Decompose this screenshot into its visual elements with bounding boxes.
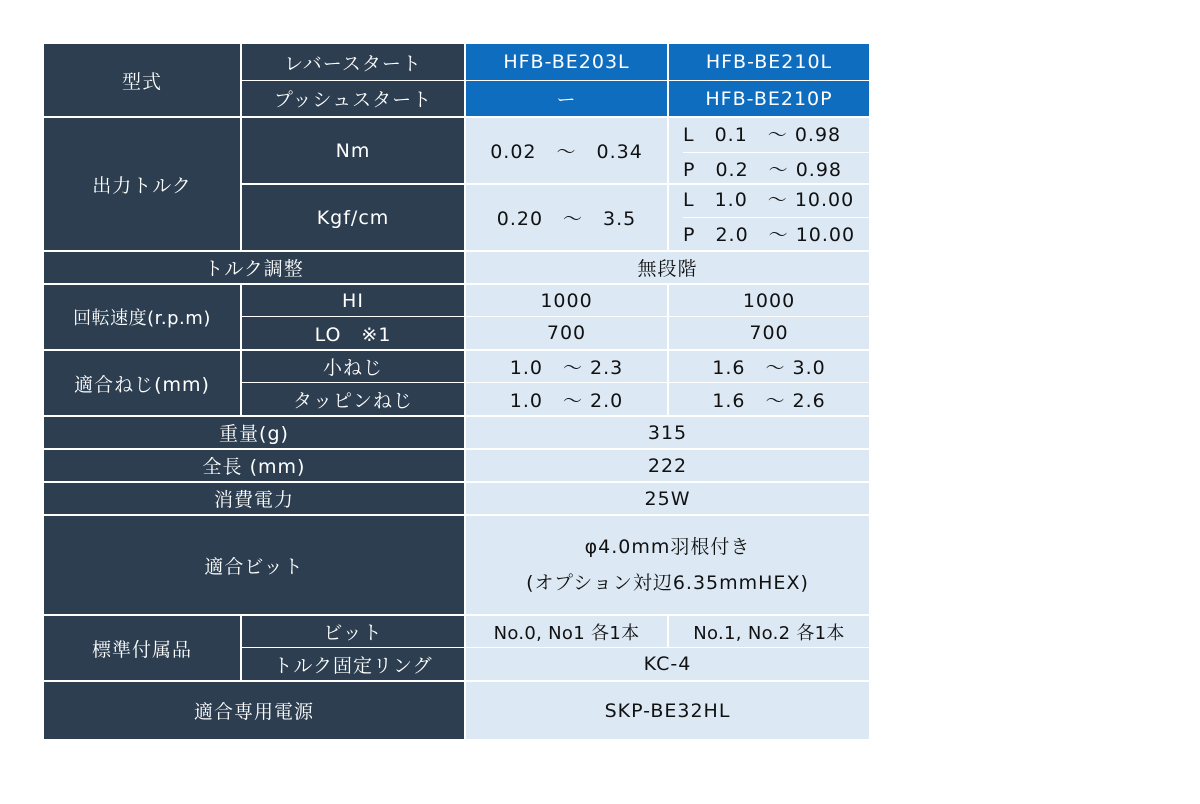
torque-kgf-b — [667, 183, 869, 250]
torque-nm-label: Nm — [240, 116, 464, 183]
bit-label: 適合ビット — [44, 514, 464, 614]
torque-kgf-b-p: P 2.0 ～ 10.00 — [683, 217, 869, 250]
accessories-bit-b: No.1, No.2 各1本 — [667, 614, 869, 647]
torque-kgf-label: Kgf/cm — [240, 183, 464, 250]
torque-nm-b-p: P 0.2 ～ 0.98 — [683, 152, 869, 183]
speed-hi-a: 1000 — [464, 283, 667, 316]
supply-label: 適合専用電源 — [44, 680, 464, 739]
speed-lo-b: 700 — [667, 316, 869, 349]
model-push-a: ー — [464, 80, 667, 116]
accessories-ring-value: KC-4 — [464, 647, 869, 680]
length-label: 全長 (mm) — [44, 448, 464, 481]
screws-label: 適合ねじ(mm) — [44, 349, 240, 415]
torque-label: 出力トルク — [44, 116, 240, 250]
model-lever-b: HFB-BE210L — [667, 44, 869, 80]
screws-tapping-b: 1.6 ～ 2.6 — [667, 382, 869, 415]
length-value: 222 — [464, 448, 869, 481]
torque-adjust-value: 無段階 — [464, 250, 869, 283]
push-start-label: プッシュスタート — [240, 80, 464, 116]
accessories-label: 標準付属品 — [44, 614, 240, 680]
screws-small-b: 1.6 ～ 3.0 — [667, 349, 869, 382]
speed-hi-label: HI — [240, 283, 464, 316]
speed-lo-label: LO ※1 — [240, 316, 464, 349]
screws-small-label: 小ねじ — [240, 349, 464, 382]
supply-value: SKP-BE32HL — [464, 680, 869, 739]
weight-value: 315 — [464, 415, 869, 448]
model-label: 型式 — [44, 44, 240, 116]
model-push-b: HFB-BE210P — [667, 80, 869, 116]
weight-label: 重量(g) — [44, 415, 464, 448]
lever-start-label: レバースタート — [240, 44, 464, 80]
bit-line1: φ4.0mm羽根付き — [584, 536, 751, 558]
screws-small-a: 1.0 ～ 2.3 — [464, 349, 667, 382]
torque-nm-b — [667, 116, 869, 183]
bit-value — [464, 514, 869, 614]
speed-hi-b: 1000 — [667, 283, 869, 316]
torque-kgf-a: 0.20 ～ 3.5 — [464, 183, 667, 250]
torque-kgf-b-l: L 1.0 ～ 10.00 — [683, 189, 855, 211]
accessories-bit-label: ビット — [240, 614, 464, 647]
accessories-bit-a: No.0, No1 各1本 — [464, 614, 667, 647]
spec-table — [44, 44, 869, 742]
model-lever-a: HFB-BE203L — [464, 44, 667, 80]
power-label: 消費電力 — [44, 481, 464, 514]
accessories-ring-label: トルク固定リング — [240, 647, 464, 680]
screws-tapping-label: タッピンねじ — [240, 382, 464, 415]
speed-label: 回転速度(r.p.m) — [44, 283, 240, 349]
power-value: 25W — [464, 481, 869, 514]
screws-tapping-a: 1.0 ～ 2.0 — [464, 382, 667, 415]
torque-nm-b-l: L 0.1 ～ 0.98 — [683, 124, 842, 146]
torque-nm-a: 0.02 ～ 0.34 — [464, 116, 667, 183]
speed-lo-a: 700 — [464, 316, 667, 349]
torque-adjust-label: トルク調整 — [44, 250, 464, 283]
bit-line2: (オプション対辺6.35mmHEX) — [526, 572, 809, 594]
